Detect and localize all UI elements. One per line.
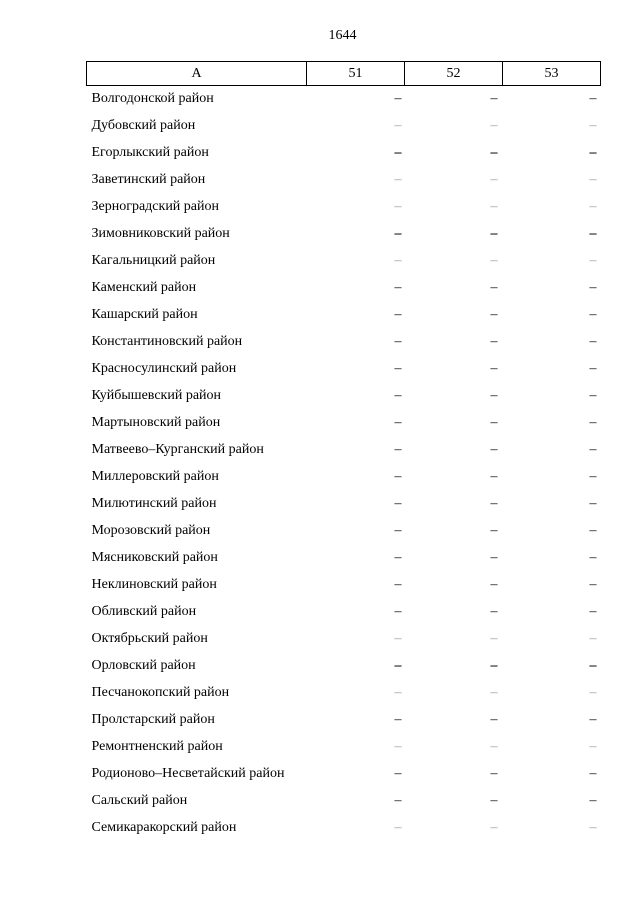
dash-value: – xyxy=(490,171,498,187)
dash-value: – xyxy=(394,738,402,754)
dash-value: – xyxy=(589,819,597,835)
dash-value: – xyxy=(394,333,402,349)
table-row xyxy=(87,139,601,166)
dash-value: – xyxy=(394,684,402,700)
dash-value: – xyxy=(589,252,597,268)
district-name-cell: Песчанокопский район xyxy=(91,684,230,700)
value-cell-51 xyxy=(307,328,405,355)
table-body xyxy=(87,86,601,842)
table-row xyxy=(87,490,601,517)
dash-value: – xyxy=(589,792,597,808)
value-cell-51 xyxy=(307,652,405,679)
dash-value: – xyxy=(589,765,597,781)
district-name-cell: Неклиновский район xyxy=(91,576,217,592)
district-name-cell: Кагальницкий район xyxy=(91,252,216,268)
value-cell-52 xyxy=(405,301,503,328)
header-row xyxy=(87,62,601,86)
value-cell-53 xyxy=(503,652,601,679)
dash-value: – xyxy=(490,468,498,484)
dash-value: – xyxy=(490,765,498,781)
table-row xyxy=(87,571,601,598)
value-cell-53 xyxy=(503,274,601,301)
value-cell-52 xyxy=(405,193,503,220)
value-cell-52 xyxy=(405,517,503,544)
value-cell-52 xyxy=(405,787,503,814)
dash-value: – xyxy=(490,522,498,538)
district-name-cell: Волгодонской район xyxy=(91,91,214,106)
value-cell-53 xyxy=(503,598,601,625)
district-name-cell: Сальский район xyxy=(91,792,188,808)
value-cell-53 xyxy=(503,760,601,787)
dash-value: – xyxy=(394,468,402,484)
value-cell-53 xyxy=(503,112,601,139)
dash-value: – xyxy=(394,198,402,214)
value-cell-51 xyxy=(307,517,405,544)
value-cell-53 xyxy=(503,544,601,571)
value-cell-51 xyxy=(307,814,405,841)
dash-value: – xyxy=(589,306,597,322)
value-cell-51 xyxy=(307,463,405,490)
district-name-cell: Куйбышевский район xyxy=(91,387,222,403)
value-cell-53 xyxy=(503,328,601,355)
table-row xyxy=(87,409,601,436)
value-cell-51 xyxy=(307,490,405,517)
dash-value: – xyxy=(589,630,597,646)
dash-value: – xyxy=(589,603,597,619)
value-cell-51 xyxy=(307,274,405,301)
header-cell-52: 52 xyxy=(405,62,503,86)
value-cell-52 xyxy=(405,463,503,490)
dash-value: – xyxy=(394,252,402,268)
table-row xyxy=(87,787,601,814)
dash-value: – xyxy=(490,117,498,133)
value-cell-51 xyxy=(307,166,405,193)
dash-value: – xyxy=(394,360,402,376)
dash-value: – xyxy=(589,468,597,484)
value-cell-53 xyxy=(503,436,601,463)
dash-value: – xyxy=(589,738,597,754)
dash-value: – xyxy=(490,333,498,349)
district-name-cell: Заветинский район xyxy=(91,171,206,187)
dash-value: – xyxy=(394,387,402,403)
value-cell-51 xyxy=(307,409,405,436)
district-name-cell: Егорлыкский район xyxy=(91,144,209,160)
value-cell-51 xyxy=(307,220,405,247)
value-cell-51 xyxy=(307,706,405,733)
table-row xyxy=(87,598,601,625)
dash-value: – xyxy=(589,414,597,430)
dash-value: – xyxy=(394,765,402,781)
dash-value: – xyxy=(490,279,498,295)
value-cell-52 xyxy=(405,220,503,247)
dash-value: – xyxy=(394,306,402,322)
dash-value: – xyxy=(490,711,498,727)
dash-value: – xyxy=(490,441,498,457)
dash-value: – xyxy=(589,333,597,349)
value-cell-51 xyxy=(307,247,405,274)
value-cell-52 xyxy=(405,652,503,679)
dash-value: – xyxy=(589,117,597,133)
value-cell-53 xyxy=(503,355,601,382)
district-name-cell: Октябрьский район xyxy=(91,630,208,646)
value-cell-51 xyxy=(307,598,405,625)
district-name-cell: Миллеровский район xyxy=(91,468,219,484)
dash-value: – xyxy=(490,144,498,160)
district-name-cell: Мартыновский район xyxy=(91,414,221,430)
value-cell-53 xyxy=(503,625,601,652)
dash-value: – xyxy=(394,441,402,457)
dash-value: – xyxy=(394,549,402,565)
value-cell-53 xyxy=(503,463,601,490)
district-name-cell: Константиновский район xyxy=(91,333,243,349)
value-cell-51 xyxy=(307,139,405,166)
district-name-cell: Кашарский район xyxy=(91,306,198,322)
value-cell-52 xyxy=(405,814,503,841)
dash-value: – xyxy=(589,522,597,538)
dash-value: – xyxy=(394,91,402,106)
value-cell-51 xyxy=(307,382,405,409)
value-cell-52 xyxy=(405,706,503,733)
dash-value: – xyxy=(589,144,597,160)
table-row xyxy=(87,166,601,193)
dash-value: – xyxy=(490,549,498,565)
table-row xyxy=(87,733,601,760)
district-name-cell: Обливский район xyxy=(91,603,197,619)
value-cell-53 xyxy=(503,733,601,760)
table-header xyxy=(87,62,601,86)
value-cell-53 xyxy=(503,220,601,247)
dash-value: – xyxy=(490,360,498,376)
table-row xyxy=(87,544,601,571)
value-cell-52 xyxy=(405,544,503,571)
value-cell-52 xyxy=(405,139,503,166)
table-row xyxy=(87,193,601,220)
value-cell-53 xyxy=(503,706,601,733)
dash-value: – xyxy=(589,225,597,241)
value-cell-52 xyxy=(405,760,503,787)
dash-value: – xyxy=(394,144,402,160)
dash-value: – xyxy=(490,91,498,106)
value-cell-52 xyxy=(405,328,503,355)
dash-value: – xyxy=(589,279,597,295)
statistics-table xyxy=(86,61,601,841)
value-cell-53 xyxy=(503,814,601,841)
table-row xyxy=(87,301,601,328)
district-name-cell: Морозовский район xyxy=(91,522,211,538)
dash-value: – xyxy=(490,819,498,835)
header-cell-51: 51 xyxy=(307,62,405,86)
table-row xyxy=(87,625,601,652)
dash-value: – xyxy=(589,576,597,592)
value-cell-51 xyxy=(307,733,405,760)
district-name-cell: Орловский район xyxy=(91,657,196,673)
value-cell-52 xyxy=(405,490,503,517)
district-name-cell: Ремонтненский район xyxy=(91,738,223,754)
dash-value: – xyxy=(490,684,498,700)
table-row xyxy=(87,517,601,544)
value-cell-52 xyxy=(405,355,503,382)
value-cell-51 xyxy=(307,436,405,463)
table-row xyxy=(87,247,601,274)
table-row xyxy=(87,652,601,679)
dash-value: – xyxy=(394,279,402,295)
dash-value: – xyxy=(394,495,402,511)
dash-value: – xyxy=(490,603,498,619)
value-cell-53 xyxy=(503,301,601,328)
value-cell-53 xyxy=(503,517,601,544)
dash-value: – xyxy=(394,225,402,241)
dash-value: – xyxy=(589,495,597,511)
table-row xyxy=(87,274,601,301)
table-row xyxy=(87,355,601,382)
dash-value: – xyxy=(490,387,498,403)
value-cell-52 xyxy=(405,247,503,274)
value-cell-51 xyxy=(307,193,405,220)
header-cell-a: А xyxy=(87,62,307,86)
dash-value: – xyxy=(490,657,498,673)
value-cell-52 xyxy=(405,166,503,193)
district-name-cell: Матвеево–Курганский район xyxy=(91,441,264,457)
dash-value: – xyxy=(394,630,402,646)
district-name-cell: Милютинский район xyxy=(91,495,217,511)
dash-value: – xyxy=(589,387,597,403)
district-name-cell: Красносулинский район xyxy=(91,360,237,376)
value-cell-52 xyxy=(405,86,503,113)
dash-value: – xyxy=(490,576,498,592)
dash-value: – xyxy=(394,117,402,133)
value-cell-52 xyxy=(405,571,503,598)
value-cell-51 xyxy=(307,544,405,571)
dash-value: – xyxy=(490,198,498,214)
value-cell-53 xyxy=(503,166,601,193)
value-cell-53 xyxy=(503,679,601,706)
dash-value: – xyxy=(394,522,402,538)
value-cell-53 xyxy=(503,247,601,274)
value-cell-53 xyxy=(503,409,601,436)
dash-value: – xyxy=(589,198,597,214)
dash-value: – xyxy=(490,738,498,754)
value-cell-51 xyxy=(307,679,405,706)
district-name-cell: Зерноградский район xyxy=(91,198,219,214)
dash-value: – xyxy=(589,441,597,457)
value-cell-53 xyxy=(503,193,601,220)
value-cell-53 xyxy=(503,382,601,409)
dash-value: – xyxy=(589,171,597,187)
value-cell-51 xyxy=(307,625,405,652)
district-name-cell: Дубовский район xyxy=(91,117,196,133)
dash-value: – xyxy=(490,630,498,646)
dash-value: – xyxy=(394,657,402,673)
district-name-cell: Мясниковский район xyxy=(91,549,218,565)
dash-value: – xyxy=(589,549,597,565)
value-cell-52 xyxy=(405,112,503,139)
value-cell-51 xyxy=(307,787,405,814)
district-name-cell: Родионово–Несветайский район xyxy=(91,765,285,781)
table-row xyxy=(87,86,601,113)
value-cell-51 xyxy=(307,112,405,139)
value-cell-53 xyxy=(503,571,601,598)
value-cell-52 xyxy=(405,382,503,409)
dash-value: – xyxy=(394,576,402,592)
dash-value: – xyxy=(490,792,498,808)
value-cell-52 xyxy=(405,625,503,652)
value-cell-51 xyxy=(307,355,405,382)
dash-value: – xyxy=(589,684,597,700)
district-name-cell: Каменский район xyxy=(91,279,197,295)
value-cell-52 xyxy=(405,598,503,625)
dash-value: – xyxy=(490,306,498,322)
district-name-cell: Семикаракорский район xyxy=(91,819,237,835)
table-row xyxy=(87,112,601,139)
table-row xyxy=(87,814,601,841)
dash-value: – xyxy=(490,414,498,430)
dash-value: – xyxy=(490,495,498,511)
value-cell-51 xyxy=(307,760,405,787)
page-number: 1644 xyxy=(328,28,357,43)
value-cell-53 xyxy=(503,86,601,113)
dash-value: – xyxy=(394,819,402,835)
value-cell-52 xyxy=(405,436,503,463)
table-row xyxy=(87,382,601,409)
value-cell-51 xyxy=(307,571,405,598)
dash-value: – xyxy=(394,171,402,187)
district-name-cell: Пролстарский район xyxy=(91,711,215,727)
dash-value: – xyxy=(490,252,498,268)
table-row xyxy=(87,679,601,706)
dash-value: – xyxy=(394,792,402,808)
dash-value: – xyxy=(589,91,597,106)
table-row xyxy=(87,436,601,463)
dash-value: – xyxy=(394,414,402,430)
table-row xyxy=(87,220,601,247)
dash-value: – xyxy=(394,711,402,727)
value-cell-51 xyxy=(307,301,405,328)
table-row xyxy=(87,463,601,490)
header-cell-53: 53 xyxy=(503,62,601,86)
value-cell-52 xyxy=(405,274,503,301)
value-cell-53 xyxy=(503,139,601,166)
dash-value: – xyxy=(589,360,597,376)
table-row xyxy=(87,706,601,733)
dash-value: – xyxy=(394,603,402,619)
value-cell-52 xyxy=(405,679,503,706)
table-row xyxy=(87,328,601,355)
table-row xyxy=(87,760,601,787)
value-cell-52 xyxy=(405,409,503,436)
dash-value: – xyxy=(589,657,597,673)
value-cell-53 xyxy=(503,787,601,814)
dash-value: – xyxy=(589,711,597,727)
value-cell-52 xyxy=(405,733,503,760)
district-name-cell: Зимовниковский район xyxy=(91,225,230,241)
value-cell-53 xyxy=(503,490,601,517)
value-cell-51 xyxy=(307,86,405,113)
dash-value: – xyxy=(490,225,498,241)
